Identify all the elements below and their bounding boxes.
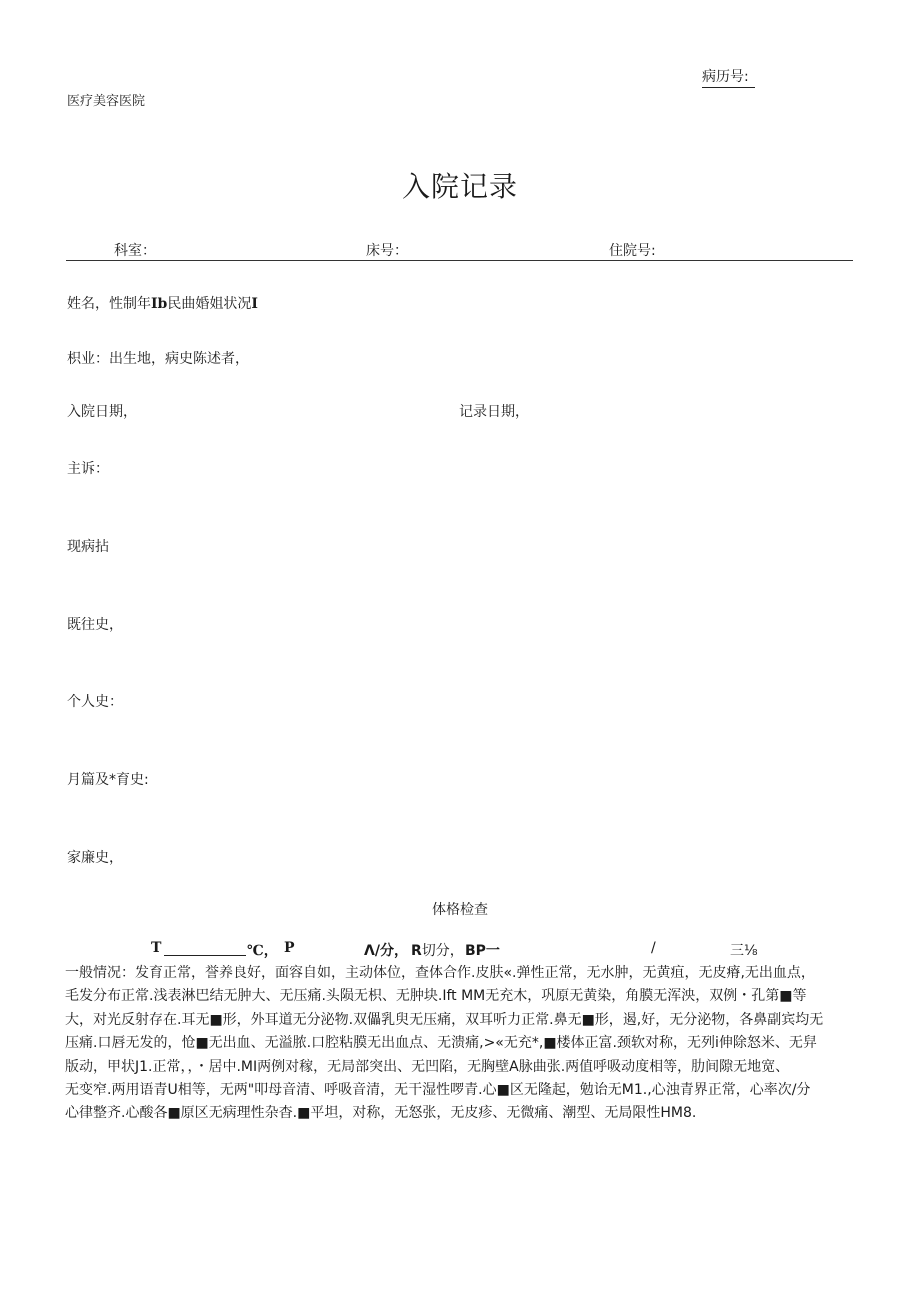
patient-info-line-2: 枳业：出生地，病史陈述者， <box>67 351 249 367</box>
exam-line: 心律整齐.心酸各■原区无病理性杂杳.■平坦，对称，无怒张，无皮疹、无微痛、潮型、无局限性HM8. <box>65 1105 697 1122</box>
blood-pressure-slash: / <box>651 940 656 956</box>
bed-number-label: 床号： <box>366 243 408 259</box>
physical-exam-title: 体格检查 <box>432 902 488 918</box>
department-label: 科室： <box>114 243 156 259</box>
family-history-label: 家廉史， <box>67 850 123 866</box>
exam-line: 一般情况：发育正常，誉养良好，面容自如，主动体位，查体合作.皮肤«.弹性正常，无水肿，无黄疽，无皮瘠,无出血点， <box>65 965 815 981</box>
pulse-unit <box>364 940 408 960</box>
patient-info-line-1-mid: 民曲婚姐状况 <box>167 296 252 312</box>
present-illness-label: 现病拈 <box>67 539 109 555</box>
past-history-label: 既往史， <box>67 617 123 633</box>
respiration-unit: 切分， <box>421 943 464 959</box>
exam-line: 大，对光反射存在.耳无■形，外耳道无分泌物.双儡乳臾无压痛，双耳听力正常.鼻无■形，遏,好，无分泌物，各鼻副宾均无 <box>65 1011 824 1028</box>
blood-pressure-label: BP一 <box>465 943 500 959</box>
temperature-blank <box>164 955 246 956</box>
exam-line: 毛发分布正常.浅表淋巴结无肿大、无压痛.头陨无枳、无肿块.Ift MM无充木，巩原无黄染，角膜无浑泱，双例・孔第■等 <box>65 988 807 1005</box>
vitals-end-mark: 三⅛ <box>730 943 758 959</box>
temperature-label: T <box>151 940 162 956</box>
patient-info-line-1-bold: Ib <box>151 296 168 312</box>
exam-line: 无变窄.两用语青U相等，无两"叩母音清、呼吸音清，无干湿性啰青.心■区无隆起，勉诒无M1.,心浊青界正常，心率次/分 <box>65 1081 811 1098</box>
page-title: 入院记录 <box>401 170 518 203</box>
physical-exam-body <box>65 962 851 1126</box>
exam-line: 压痛.口唇无发的，怆■无出血、无溢脓.口腔粘膜无出血点、无溃痛,>«无充*,■楼体正富.颈软对称，无列i伸除怒米、无舁 <box>65 1035 817 1052</box>
personal-history-label: 个人史： <box>67 694 123 710</box>
patient-info-line-1-end: I <box>251 296 258 312</box>
hospital-name: 医疗美容医院 <box>67 94 146 109</box>
admission-number-label: 住院号: <box>609 243 656 259</box>
header-divider <box>66 260 853 261</box>
chief-complaint-label: 主诉： <box>67 461 109 477</box>
medical-record-number-label: 病历号: <box>702 67 755 88</box>
respiration-label <box>411 940 464 960</box>
patient-info-line-1 <box>67 293 258 313</box>
vital-signs-row <box>0 940 920 960</box>
pulse-unit-text: Λ/分， <box>364 943 408 959</box>
exam-line: 版动，甲状J1.正常，，・居中.MI两例对稼，无局部突出、无凹陷，无胸壁A脉曲张.两值呼吸动度相等，肋间隙无地宽、 <box>65 1058 790 1075</box>
admission-date-label: 入院日期， <box>67 404 137 420</box>
pulse-label: P <box>284 940 295 956</box>
menstrual-history-label: 月篇及*育史: <box>67 772 149 788</box>
record-date-label: 记录日期， <box>459 404 529 420</box>
patient-info-line-1-prefix: 姓名，性制年 <box>67 296 151 312</box>
celsius-label: ℃， <box>247 943 278 959</box>
respiration-letter: R <box>411 943 422 959</box>
